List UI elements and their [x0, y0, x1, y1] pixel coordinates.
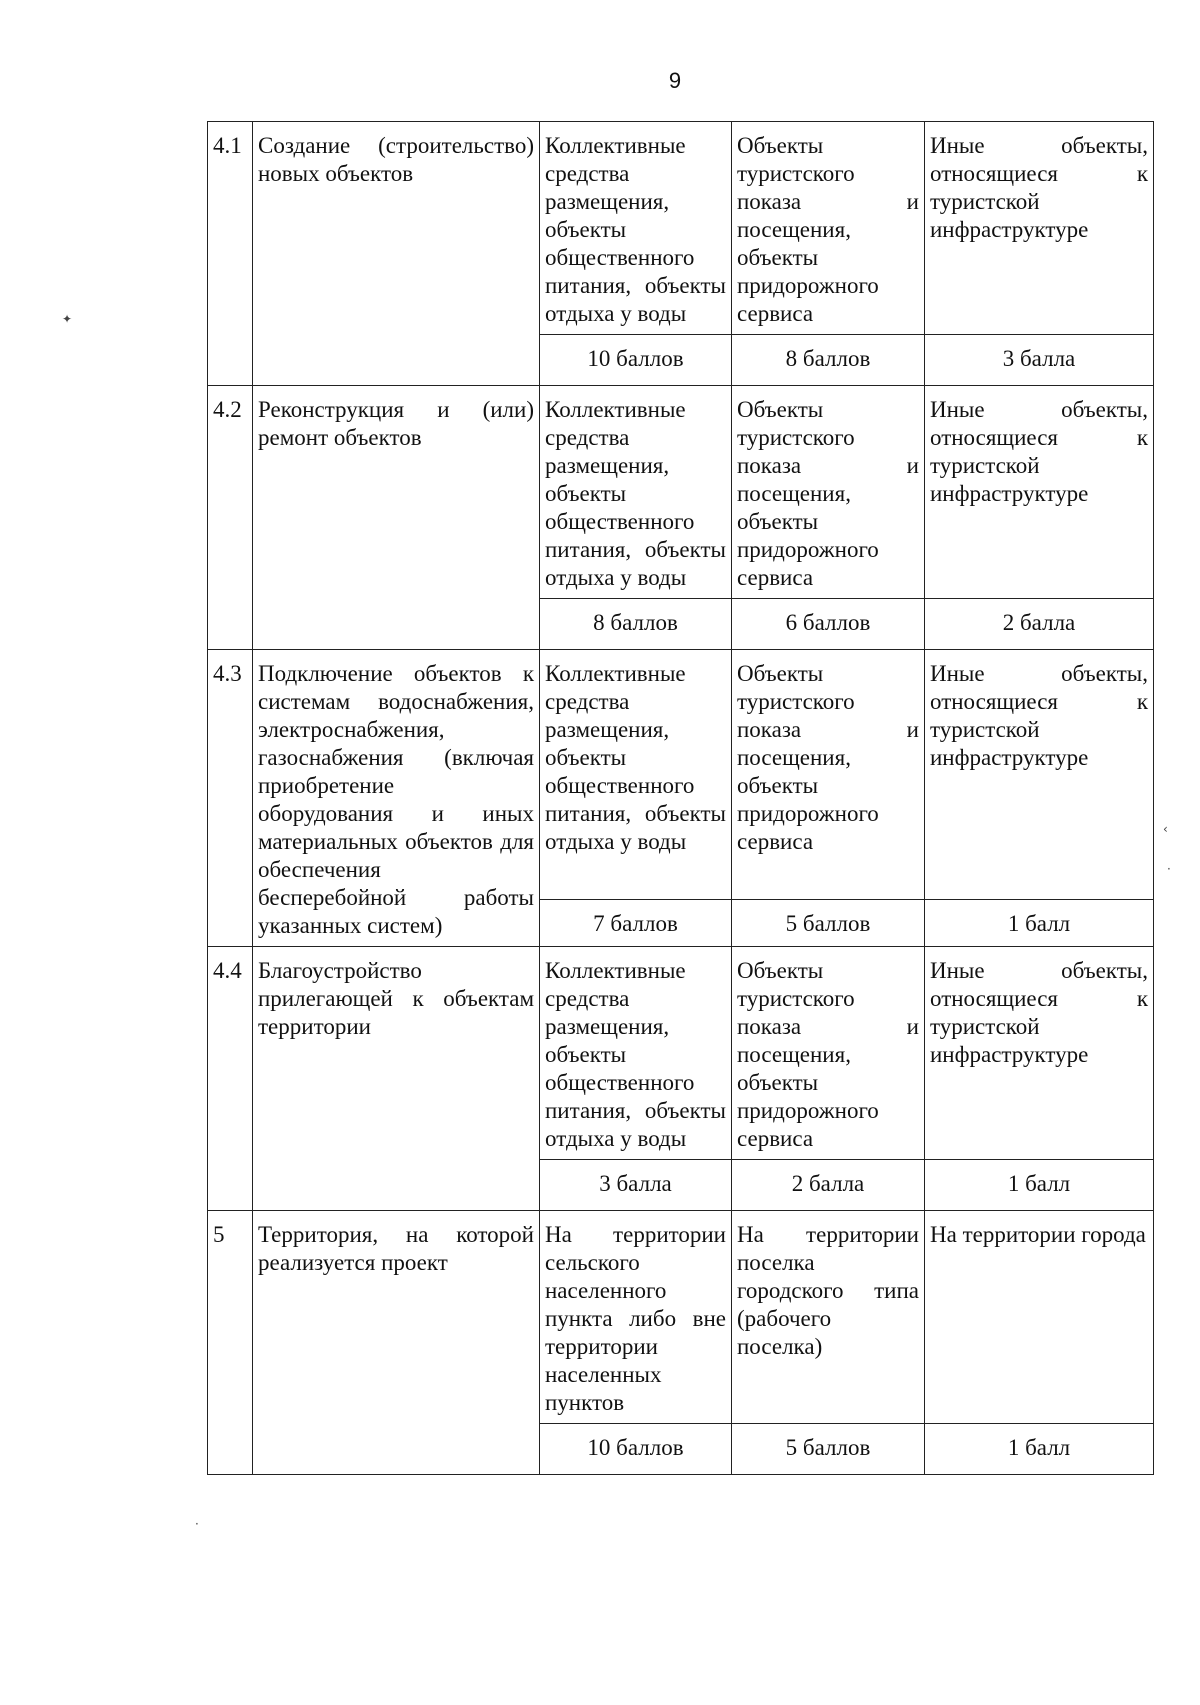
- row-number: 4.3: [208, 650, 253, 947]
- score-cell: 2 балла: [925, 599, 1154, 650]
- score-cell: 2 балла: [732, 1160, 925, 1211]
- score-cell: 1 балл: [925, 900, 1154, 947]
- category-cell: Коллективные средства размещения, объекты общественного питания, объекты отдыха у воды: [540, 386, 732, 599]
- score-cell: 8 баллов: [732, 335, 925, 386]
- score-cell: 1 балл: [925, 1424, 1154, 1475]
- scan-speck: ·: [195, 1517, 199, 1531]
- category-cell: Объекты туристского показа и посещения, объекты придорожного сервиса: [732, 122, 925, 335]
- table-row: [208, 947, 1154, 1160]
- category-cell: Коллективные средства размещения, объекты общественного питания, объекты отдыха у воды: [540, 122, 732, 335]
- category-cell: Объекты туристского показа и посещения, объекты придорожного сервиса: [732, 947, 925, 1160]
- scan-speck: ‹: [1163, 822, 1168, 836]
- criteria-table: [207, 121, 1154, 1475]
- row-number: 5: [208, 1211, 253, 1475]
- score-cell: 10 баллов: [540, 335, 732, 386]
- scan-speck: ·: [1167, 862, 1171, 876]
- table-row: [208, 122, 1154, 335]
- criterion-text: Реконструкция и (или) ремонт объектов: [253, 386, 540, 650]
- category-cell: Иные объекты, относящиеся к туристской инфраструктуре: [925, 122, 1154, 335]
- category-cell: На территории сельского населенного пункта либо вне территории населенных пунктов: [540, 1211, 732, 1424]
- table-row: [208, 386, 1154, 599]
- category-cell: Иные объекты, относящиеся к туристской инфраструктуре: [925, 947, 1154, 1160]
- row-number: 4.2: [208, 386, 253, 650]
- category-cell: Объекты туристского показа и посещения, объекты придорожного сервиса: [732, 386, 925, 599]
- scan-speck: ✦: [62, 312, 73, 326]
- category-cell: На территории поселка городского типа (рабочего поселка): [732, 1211, 925, 1424]
- row-number: 4.1: [208, 122, 253, 386]
- page-number: 9: [668, 68, 682, 93]
- score-cell: 5 баллов: [732, 900, 925, 947]
- category-cell: Объекты туристского показа и посещения, объекты придорожного сервиса: [732, 650, 925, 900]
- score-cell: 7 баллов: [540, 900, 732, 947]
- score-cell: 3 балла: [925, 335, 1154, 386]
- category-cell: На территории города: [925, 1211, 1154, 1424]
- table-row: [208, 1211, 1154, 1424]
- category-cell: Иные объекты, относящиеся к туристской инфраструктуре: [925, 650, 1154, 900]
- criterion-text: Создание (строительство) новых объектов: [253, 122, 540, 386]
- score-cell: 8 баллов: [540, 599, 732, 650]
- score-cell: 3 балла: [540, 1160, 732, 1211]
- criterion-text: Подключение объектов к системам водоснабжения, электроснабжения, газоснабжения (включая приобретение оборудования и иных материальных объектов для обеспечения бесперебойной работы указанных систем): [253, 650, 540, 947]
- score-cell: 5 баллов: [732, 1424, 925, 1475]
- table-row: [208, 650, 1154, 900]
- category-cell: Коллективные средства размещения, объекты общественного питания, объекты отдыха у воды: [540, 947, 732, 1160]
- score-cell: 1 балл: [925, 1160, 1154, 1211]
- category-cell: Коллективные средства размещения, объекты общественного питания, объекты отдыха у воды: [540, 650, 732, 900]
- score-cell: 10 баллов: [540, 1424, 732, 1475]
- criterion-text: Благоустройство прилегающей к объектам территории: [253, 947, 540, 1211]
- score-cell: 6 баллов: [732, 599, 925, 650]
- row-number: 4.4: [208, 947, 253, 1211]
- category-cell: Иные объекты, относящиеся к туристской инфраструктуре: [925, 386, 1154, 599]
- criterion-text: Территория, на которой реализуется проект: [253, 1211, 540, 1475]
